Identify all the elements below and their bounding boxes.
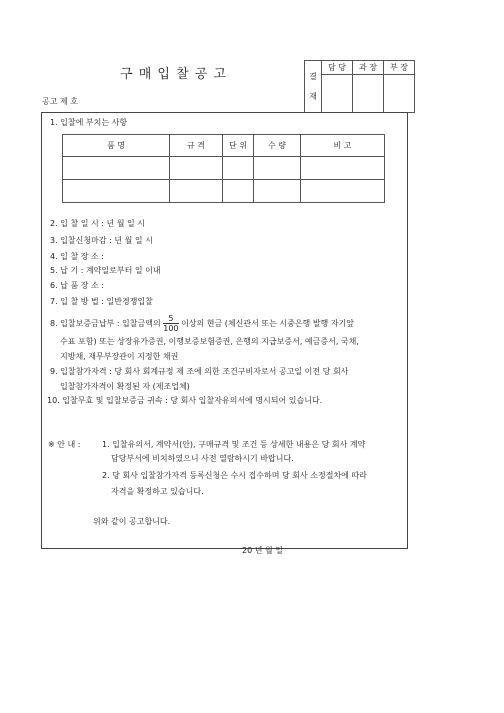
bid-bond-line <box>50 314 354 333</box>
fraction-denominator: 100 <box>163 324 179 333</box>
items-cell[interactable] <box>63 180 170 203</box>
items-cell[interactable] <box>301 180 385 203</box>
bid-method-line: 7. 입 찰 방 법 : 일반경쟁입찰 <box>50 297 153 306</box>
approval-sign-staff[interactable] <box>322 75 353 113</box>
bid-bond-fraction <box>163 314 178 333</box>
delivery-term-line: 5. 납 기 : 계약일로부터 일 이내 <box>50 266 161 275</box>
approval-header-staff: 담 당 <box>322 61 353 75</box>
approval-table <box>304 60 415 113</box>
notes-label: ※ 안 내 : <box>48 440 81 449</box>
items-header-spec: 규 격 <box>170 135 223 157</box>
bid-bond-post: 이상의 현금 (체신관서 또는 시중은행 발행 자기앞 <box>181 319 355 328</box>
items-header-name: 품 명 <box>63 135 170 157</box>
approval-sign-dept-head[interactable] <box>384 75 415 113</box>
fraction-numerator: 5 <box>163 314 178 324</box>
closing-statement: 위와 같이 공고합니다. <box>93 517 171 526</box>
bid-deadline-line: 3. 입찰신청마감 : 년 월 일 시 <box>50 236 153 245</box>
approval-label-top: 결 <box>309 71 317 81</box>
items-cell[interactable] <box>170 157 223 180</box>
items-header-qty: 수 량 <box>254 135 301 157</box>
note-1-line-1: 1. 입찰유의서, 계약서(안), 구매규격 및 조건 등 상세한 내용은 당 회사 계약 <box>102 440 366 449</box>
items-cell[interactable] <box>170 180 223 203</box>
items-cell[interactable] <box>223 180 254 203</box>
qualification-line-2: 입찰참가자격이 확정된 자 (제조업체) <box>60 382 190 391</box>
approval-label-bottom: 재 <box>309 91 317 101</box>
invalidation-line: 10. 입찰무효 및 입찰보증금 귀속 : 당 회사 입찰자유의서에 명시되어 있습니다. <box>47 396 323 405</box>
bid-bond-pre: 8. 입찰보증금납부 : 입찰금액의 <box>50 319 161 328</box>
items-table <box>62 134 385 203</box>
approval-label <box>305 61 322 113</box>
items-cell[interactable] <box>223 157 254 180</box>
issue-date: 20 년 월 일 <box>242 546 283 555</box>
items-cell[interactable] <box>254 157 301 180</box>
bid-bond-line-3: 지방채, 재무부장관이 지정한 채권 <box>60 352 179 361</box>
note-2-line-2: 자격을 확정하고 있습니다. <box>111 487 204 496</box>
items-cell[interactable] <box>63 157 170 180</box>
items-cell[interactable] <box>301 157 385 180</box>
note-2-line-1: 2. 당 회사 입찰참가자격 등록신청은 수시 접수하며 당 회사 소정절차에 따라 <box>102 471 367 480</box>
items-header-remarks: 비 고 <box>301 135 385 157</box>
bid-place-line: 4. 입 찰 장 소 : <box>50 252 104 261</box>
delivery-place-line: 6. 납 품 장 소 : <box>50 281 104 290</box>
section-1-heading: 1. 입찰에 부치는 사항 <box>50 118 128 127</box>
bid-date-line: 2. 입 찰 일 시 : 년 월 일 시 <box>50 219 146 228</box>
notice-number-label: 공고 제 호 <box>42 97 78 106</box>
qualification-line: 9. 입찰참가자격 : 당 회사 회계규정 제 조에 의한 조건구비자로서 공고일 이전 당 회사 <box>50 367 349 376</box>
items-header-unit: 단 위 <box>223 135 254 157</box>
bid-bond-line-2: 수표 포함) 또는 상장유가증권, 이행보증보험증권, 은행의 지급보증서, 예금증서, 국채, <box>60 337 359 346</box>
note-1-line-2: 담당부서에 비치하였으니 사전 열람하시기 바랍니다. <box>111 454 294 463</box>
items-cell[interactable] <box>254 180 301 203</box>
page-title: 구 매 입 찰 공 고 <box>120 67 228 82</box>
approval-header-dept-head: 부 장 <box>384 61 415 75</box>
approval-header-section-chief: 과 장 <box>353 61 384 75</box>
approval-sign-section-chief[interactable] <box>353 75 384 113</box>
